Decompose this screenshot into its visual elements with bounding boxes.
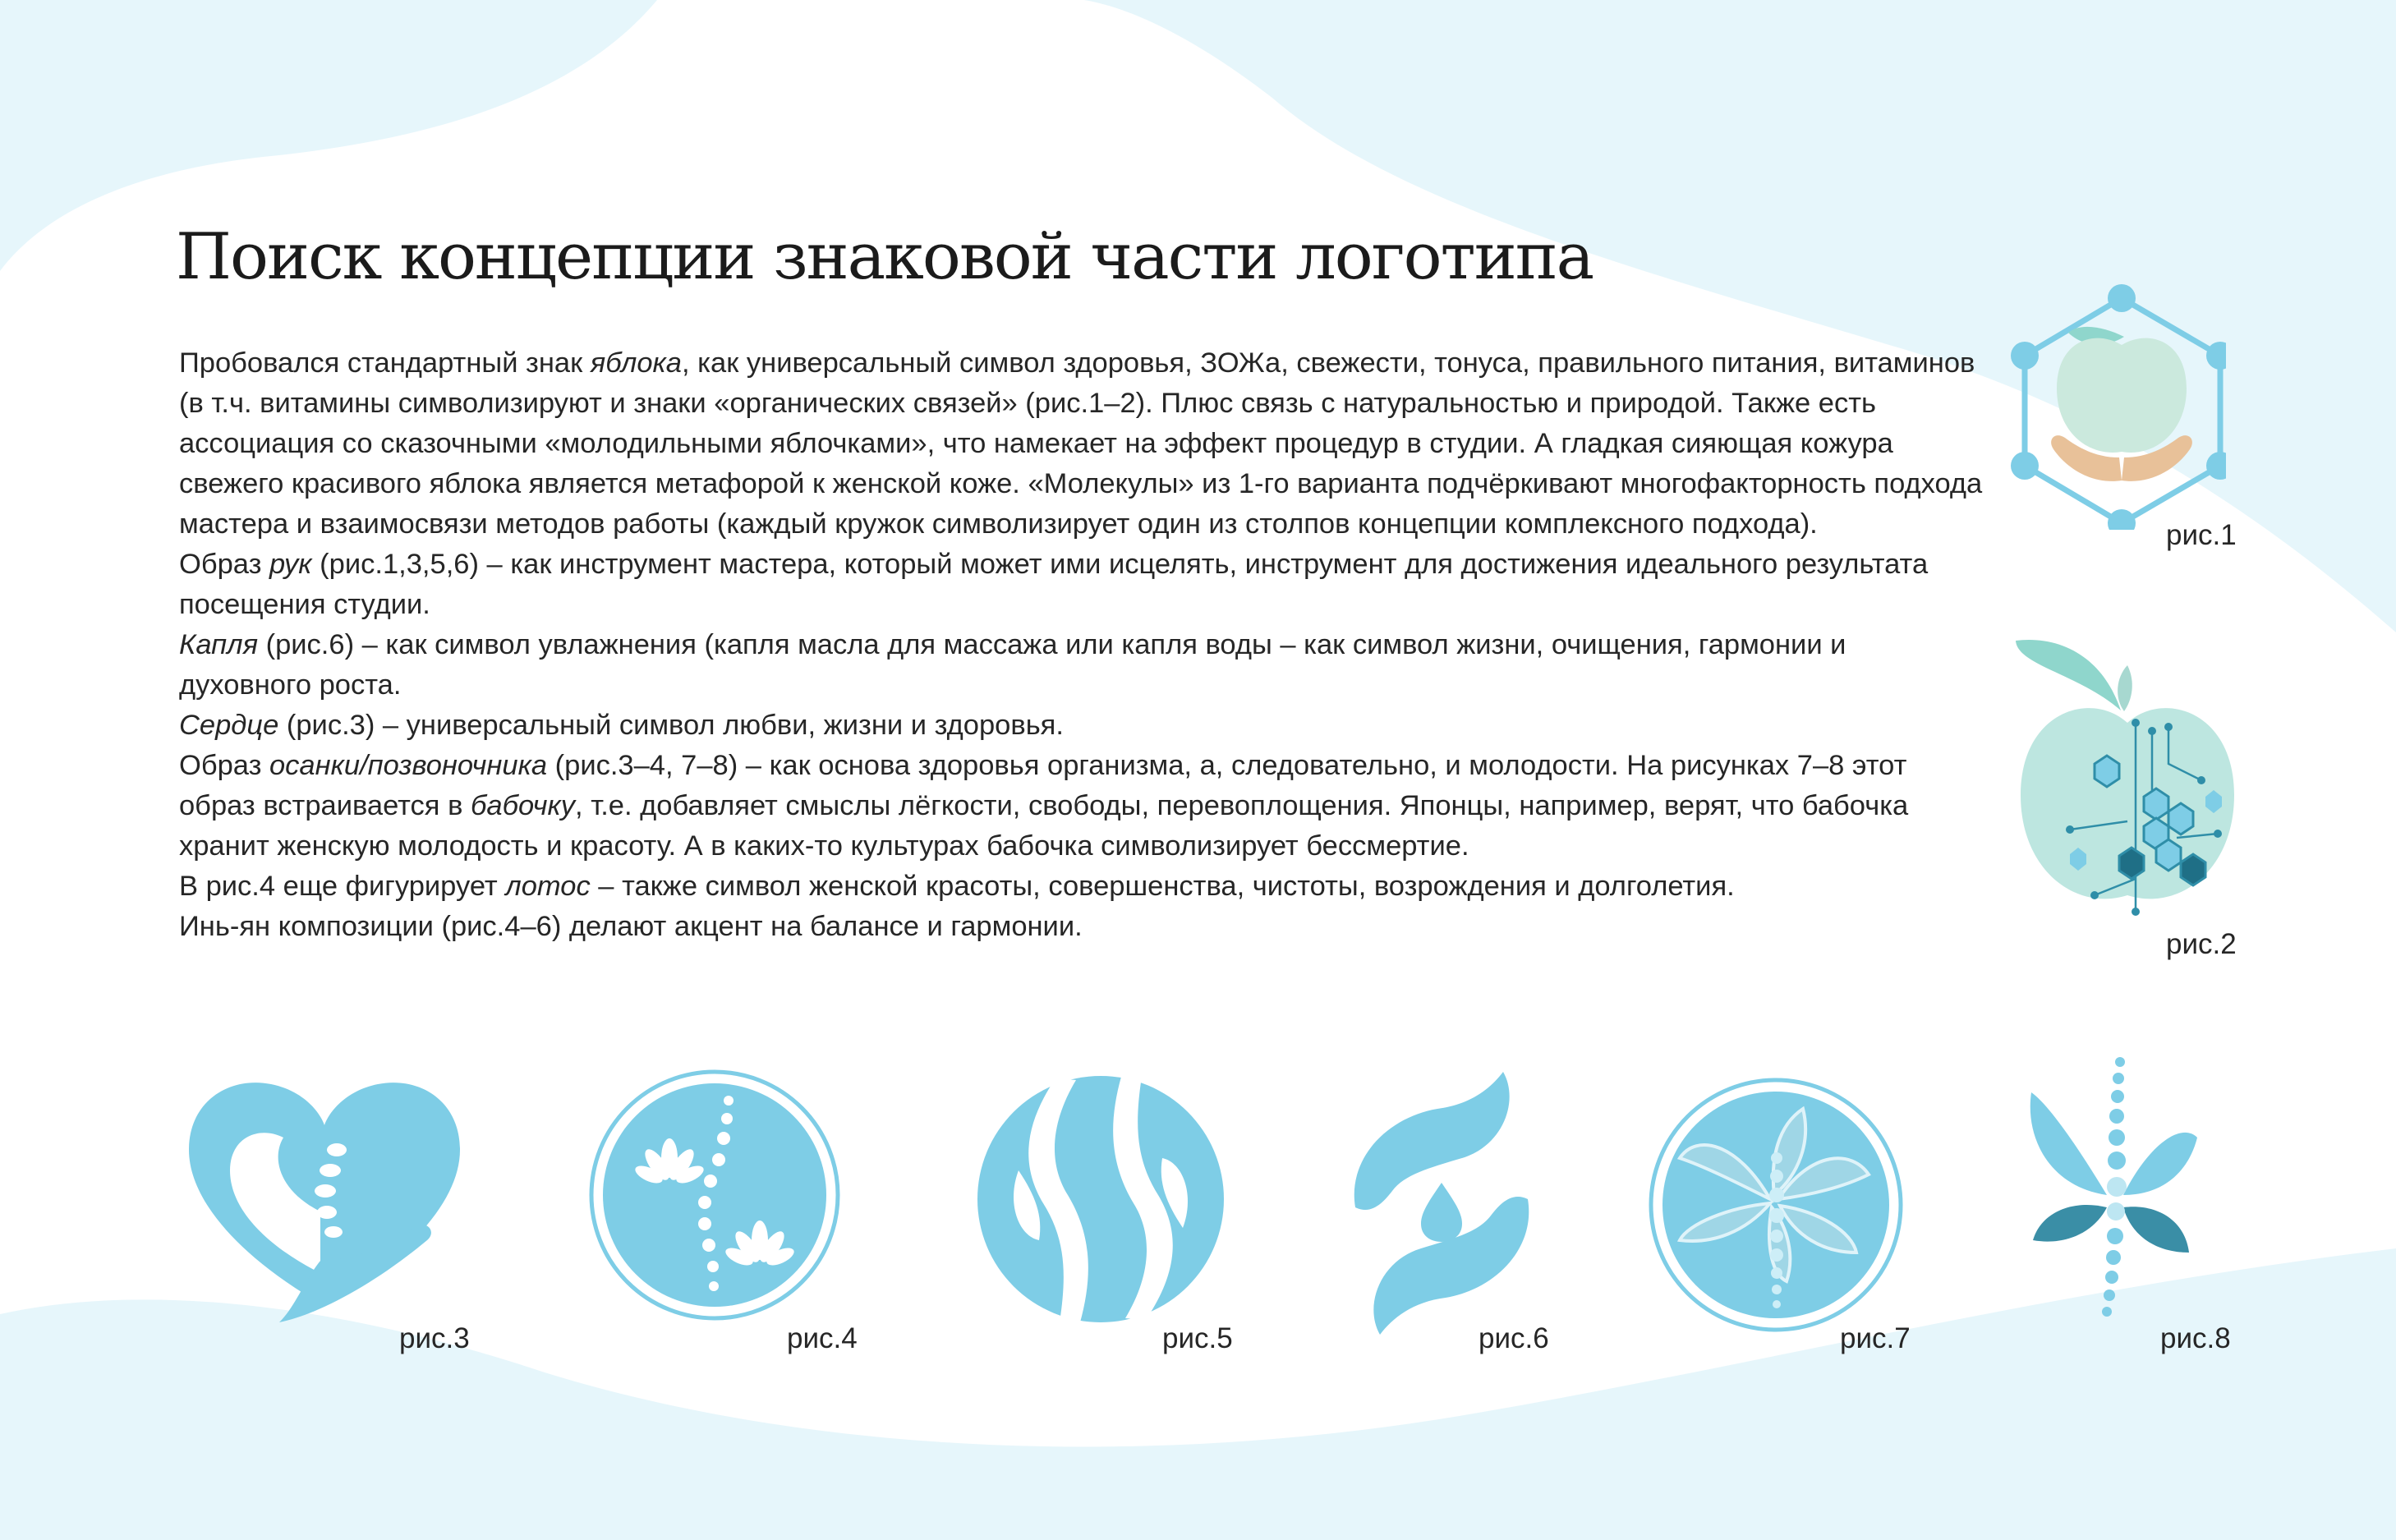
paragraph: [179, 907, 1986, 947]
circuit-apple-icon: [2012, 632, 2242, 945]
italic-term: лотос: [505, 871, 591, 902]
italic-term: Капля: [179, 629, 259, 660]
text-run: , т.е. добавляет смыслы лёгкости, свободы, перевоплощения. Японцы, например, верят, что бабочка хранит женскую молодость и красоту. А в каких-то культурах бабочка символизирует бессмертие.: [179, 790, 1909, 862]
lotus-spine-circle-icon: [587, 1068, 842, 1322]
text-run: (рис.3) – универсальный символ любви, жизни и здоровья.: [278, 710, 1064, 741]
page-title: Поиск концепции знаковой части логотипа: [176, 220, 1594, 294]
caption-fig4: рис.4: [787, 1322, 858, 1354]
caption-fig8: рис.8: [2160, 1322, 2231, 1354]
text-run: – также символ женской красоты, совершенства, чистоты, возрождения и долголетия.: [590, 871, 1735, 902]
caption-fig3: рис.3: [399, 1322, 470, 1354]
italic-term: Сердце: [179, 710, 279, 741]
text-run: (рис.1,3,5,6) – как инструмент мастера, который может ими исцелять, инструмент для достижения идеального результата посещения студии.: [179, 549, 1929, 620]
caption-fig7: рис.7: [1840, 1322, 1911, 1354]
italic-term: рук: [269, 549, 312, 580]
italic-term: бабочку: [471, 790, 576, 821]
text-run: Пробовался стандартный знак: [179, 347, 591, 379]
text-run: (рис.3–4, 7–8) – как основа здоровья организма, а, следовательно, и молодости. На рисунках 7–8 этот образ встраивается в: [179, 750, 1907, 821]
text-run: , как универсальный символ здоровья, ЗОЖа, свежести, тонуса, правильного питания, витаминов (в т.ч. витамины символизируют и знаки «органических связей» (рис.1–2). Плюс связь с натуральностью и природой. Также есть ассоциация со сказочными «молодильными яблочками», что намекает на эффект процедур в студии. А гладкая сияющая кожура свежего красивого яблока является метафорой к женской коже. «Молекулы» из 1-го варианта подчёркивают многофакторность подхода мастера и взаимосвязи методов работы (каждый кружок символизирует один из столпов концепции комплексного подхода).: [179, 347, 1983, 540]
italic-term: яблока: [590, 347, 682, 379]
text-run: Образ: [179, 750, 269, 781]
paragraph: [179, 746, 1986, 867]
caption-fig2: рис.2: [2166, 928, 2237, 960]
hands-yin-yang-circle-icon: [969, 1072, 1232, 1326]
butterfly-spine-circle-icon: [1647, 1076, 1906, 1335]
caption-fig6: рис.6: [1479, 1322, 1549, 1354]
caption-fig5: рис.5: [1162, 1322, 1233, 1354]
text-run: Инь-ян композиции (рис.4–6) делают акцент на балансе и гармонии.: [179, 911, 1083, 942]
hands-drop-icon: [1347, 1068, 1536, 1339]
paragraph: [179, 545, 1986, 625]
caption-fig1: рис.1: [2166, 519, 2237, 551]
butterfly-spine-icon: [2025, 1055, 2205, 1335]
paragraph: [179, 625, 1986, 706]
italic-term: осанки/позвоночника: [269, 750, 548, 781]
text-run: Образ: [179, 549, 269, 580]
text-run: (рис.6) – как символ увлажнения (капля масла для массажа или капля воды – как символ жизни, очищения, гармонии и духовного роста.: [179, 629, 1846, 701]
paragraph: [179, 867, 1986, 907]
heart-spine-hand-icon: [181, 1068, 468, 1331]
molecule-apple-hands-icon: [2004, 275, 2226, 530]
paragraph: [179, 706, 1986, 746]
text-run: В рис.4 еще фигурирует: [179, 871, 506, 902]
paragraph: [179, 343, 1986, 545]
description-text: [179, 343, 1986, 947]
